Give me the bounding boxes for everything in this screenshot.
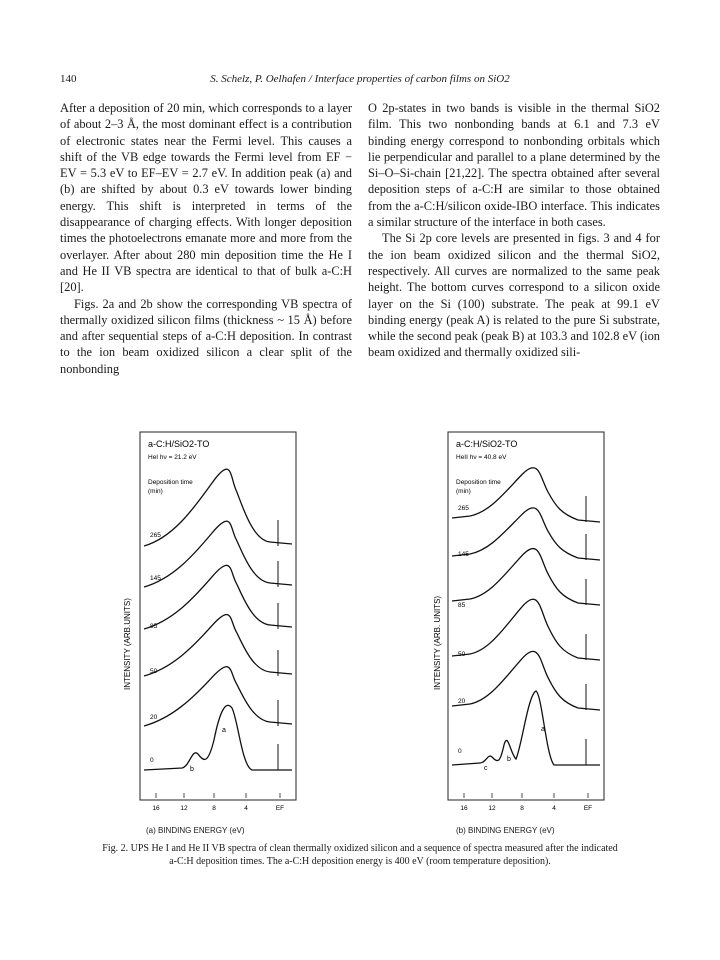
curve-label: 20 [458, 698, 466, 705]
spectrum-curve [144, 705, 292, 770]
x-tick-label: 8 [212, 805, 216, 812]
panel-a-deposition-label: Deposition time [148, 479, 193, 486]
peak-label-c: c [484, 765, 488, 772]
panel-b-deposition-label: Deposition time [456, 479, 501, 486]
panel-b-tick-labels [460, 805, 592, 812]
panel-a-source: HeI hν = 21.2 eV [148, 454, 197, 461]
paragraph: Figs. 2a and 2b show the corresponding VB spectra of thermally oxidized silicon films (thickness ~ 15 Å) before and after sequential steps of a-C:H deposition. In contrast to the ion beam oxidized silicon a clear split of the nonbonding [60, 296, 352, 376]
panel-a-xlabel: (a) BINDING ENERGY (eV) [146, 826, 245, 835]
spectrum-curve [144, 615, 292, 676]
panel-a [123, 432, 296, 812]
panel-b [433, 432, 604, 812]
x-tick-label: 16 [152, 805, 160, 812]
x-tick-label: 12 [488, 805, 496, 812]
x-tick-label: 8 [520, 805, 524, 812]
peak-label-b: b [507, 756, 511, 763]
panel-b-deposition-unit: (min) [456, 488, 471, 495]
peak-label-a: a [541, 726, 545, 733]
panel-a-deposition-unit: (min) [148, 488, 163, 495]
curve-label: 145 [150, 575, 161, 582]
caption-line-1: Fig. 2. UPS He I and He II VB spectra of clean thermally oxidized silicon and a sequence of spectra measured after the indicated [102, 843, 618, 854]
spectrum-curve [144, 667, 292, 726]
panel-a-title: a-C:H/SiO2-TO [148, 439, 210, 449]
panel-b-spectra [452, 468, 600, 765]
panel-b-curve-labels [458, 505, 469, 755]
panel-a-ylabel: INTENSITY (ARB.UNITS) [123, 598, 132, 690]
panel-b-ylabel: INTENSITY (ARB. UNITS) [433, 595, 442, 690]
spectrum-curve [452, 651, 600, 710]
panel-a-tick-labels [152, 805, 284, 812]
figure-caption [60, 842, 660, 868]
x-tick-label: 12 [180, 805, 188, 812]
panel-a-frame [140, 432, 296, 800]
panel-b-title: a-C:H/SiO2-TO [456, 439, 518, 449]
paragraph: The Si 2p core levels are presented in figs. 3 and 4 for the ion beam oxidized silicon and the thermal SiO2, respectively. All curves are normalized to the same peak height. The bottom curves correspond to a silicon oxide layer on the Si (100) substrate. The peak at 99.1 eV binding energy (peak A) is related to the pure Si substrate, while the second peak (peak B) at 103.3 and 102.8 eV (ion beam oxidized and thermally oxidized sili- [368, 231, 660, 360]
paragraph: O 2p-states in two bands is visible in the thermal SiO2 film. This two nonbonding bands at 6.1 and 7.3 eV binding energy correspond to nonbonding orbitals which lie perpendicular and parallel to a plane determined by the Si–O–Si-chain [21,22]. The spectra obtained after several deposition steps of a-C:H are similar to those obtained from the a-C:H/silicon oxide-IBO interface. This indicates a similar structure of the interface in both cases. [368, 101, 660, 230]
spectrum-curve [452, 691, 600, 765]
caption-line-2: a-C:H deposition times. The a-C:H deposition energy is 400 eV (room temperature deposition). [169, 856, 551, 867]
x-tick-label: 4 [552, 805, 556, 812]
paragraph: After a deposition of 20 min, which corresponds to a layer of about 2–3 Å, the most dominant effect is a contribution of electronic states near the Fermi level. This causes a shift of the VB edge towards the Fermi level from EF − EV = 5.3 eV to EF–EV = 2.7 eV. In addition peak (a) and (b) are shifted by about 0.3 eV towards lower binding energy. This shift is interpreted in terms of the disappearance of charging effects. With longer deposition times the photoelectrons emanate more and more from the overlayer. After about 280 min deposition time the He I and He II VB spectra are identical to that of bulk a-C:H [20]. [60, 101, 352, 295]
spectrum-curve [452, 599, 600, 660]
curve-label: 265 [150, 532, 161, 539]
peak-label-b: b [190, 766, 194, 773]
panel-b-xlabel: (b) BINDING ENERGY (eV) [456, 826, 555, 835]
panel-b-source: HeII hν = 40.8 eV [456, 454, 507, 461]
running-title: S. Schelz, P. Oelhafen / Interface properties of carbon films on SiO2 [210, 73, 510, 85]
curve-label: 85 [150, 623, 158, 630]
page-number: 140 [60, 73, 77, 85]
panel-a-curve-labels [150, 532, 161, 764]
curve-label: 0 [150, 757, 154, 764]
spectrum-curve [452, 468, 600, 522]
panel-b-ticks [464, 793, 588, 798]
curve-label: 20 [150, 714, 158, 721]
curve-label: 265 [458, 505, 469, 512]
x-tick-label: 16 [460, 805, 468, 812]
panel-b-frame [448, 432, 604, 800]
x-tick-label: EF [275, 805, 285, 812]
curve-label: 0 [458, 748, 462, 755]
curve-label: 50 [458, 651, 466, 658]
spectrum-curve [452, 549, 600, 605]
spectrum-curve [144, 521, 292, 587]
panel-a-ticks [156, 793, 280, 798]
curve-label: 50 [150, 668, 158, 675]
x-tick-label: 4 [244, 805, 248, 812]
curve-label: 85 [458, 602, 466, 609]
x-tick-label: EF [583, 805, 593, 812]
peak-label-a: a [222, 727, 226, 734]
panel-a-spectra [144, 469, 292, 770]
curve-label: 145 [458, 551, 469, 558]
